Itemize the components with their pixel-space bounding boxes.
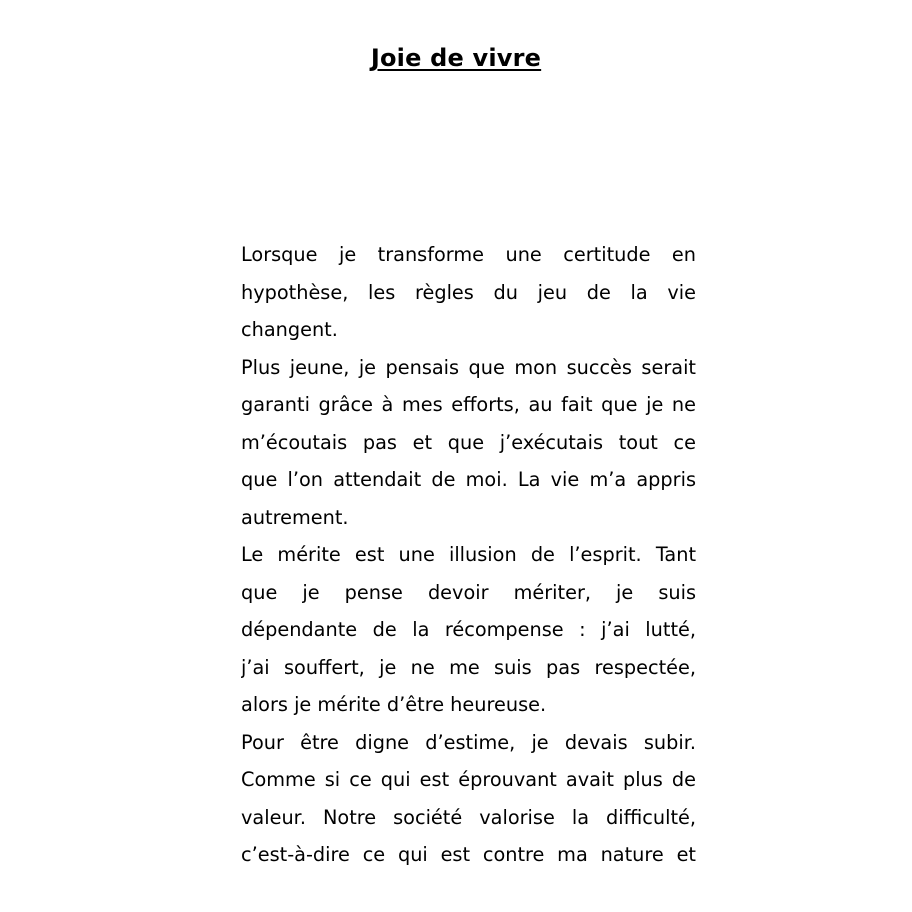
paragraph-2 — [241, 349, 696, 537]
text-line: Pour être digne d’estime, je devais subir. — [241, 730, 696, 754]
text-line: Le mérite est une illusion de l’esprit. Tant — [241, 543, 696, 566]
text-line: m’écoutais pas et que j’exécutais tout ce — [241, 430, 696, 454]
paragraph-3 — [241, 536, 696, 724]
text-line: j’ai souffert, je ne me suis pas respectée, — [241, 655, 696, 679]
text-line: garanti grâce à mes efforts, au fait que je ne — [241, 393, 696, 416]
document-title: Joie de vivre — [370, 44, 542, 72]
paragraph-1 — [241, 236, 696, 349]
text-line: autrement. — [241, 505, 349, 529]
text-line: Plus jeune, je pensais que mon succès serait — [241, 355, 696, 379]
text-line: changent. — [241, 318, 338, 341]
text-line: Lorsque je transforme une certitude en — [241, 243, 696, 266]
text-line: que l’on attendait de moi. La vie m’a appris — [241, 468, 696, 491]
text-line: c’est-à-dire ce qui est contre ma nature et — [241, 843, 696, 866]
text-line: Comme si ce qui est éprouvant avait plus de — [241, 768, 696, 791]
text-line: hypothèse, les règles du jeu de la vie — [241, 280, 696, 304]
text-line: que je pense devoir mériter, je suis — [241, 580, 696, 604]
document-body — [241, 236, 696, 874]
text-line: alors je mérite d’être heureuse. — [241, 693, 547, 716]
text-line: dépendante de la récompense : j’ai lutté, — [241, 618, 696, 641]
text-line: valeur. Notre société valorise la difficulté, — [241, 805, 696, 829]
paragraph-4 — [241, 724, 696, 874]
